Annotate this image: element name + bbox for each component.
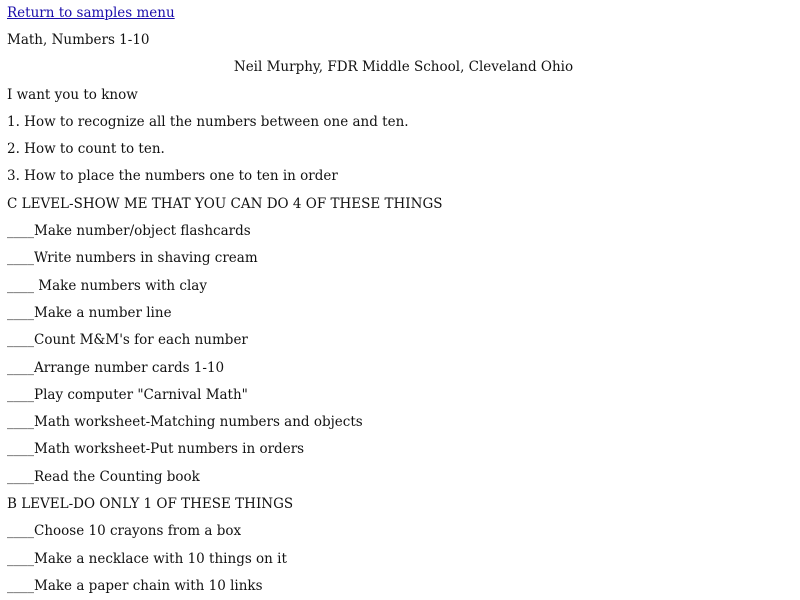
c-level-task: ____Count M&M's for each number — [7, 332, 248, 349]
b-level-heading: B LEVEL-DO ONLY 1 OF THESE THINGS — [7, 496, 294, 513]
b-level-task: ____Make a paper chain with 10 links — [7, 577, 263, 594]
c-level-task: ____Write numbers in shaving cream — [7, 250, 258, 267]
b-level-task: ____Make a necklace with 10 things on it — [7, 550, 287, 567]
objective-item: 3. How to place the numbers one to ten in order — [7, 168, 338, 185]
b-level-task: ____Choose 10 crayons from a box — [7, 523, 242, 540]
objective-item: 1. How to recognize all the numbers between one and ten. — [7, 113, 409, 130]
c-level-task: ____Arrange number cards 1-10 — [7, 359, 225, 376]
c-level-task: ____Math worksheet-Put numbers in orders — [7, 441, 305, 458]
c-level-heading: C LEVEL-SHOW ME THAT YOU CAN DO 4 OF THESE THINGS — [7, 195, 443, 212]
c-level-task: ____Read the Counting book — [7, 468, 200, 485]
c-level-task: ____Math worksheet-Matching numbers and objects — [7, 414, 363, 431]
return-to-samples-link[interactable]: Return to samples menu — [7, 5, 175, 21]
objective-item: 2. How to count to ten. — [7, 141, 165, 158]
c-level-task: ____Make number/object flashcards — [7, 223, 251, 240]
c-level-task: ____Play computer "Carnival Math" — [7, 386, 248, 403]
nav-line — [7, 0, 800, 27]
author-text: Neil Murphy, FDR Middle School, Cleveland Ohio — [233, 59, 574, 76]
subject-title: Math, Numbers 1-10 — [7, 32, 150, 48]
author-line — [7, 54, 800, 81]
c-level-task: ____Make a number line — [7, 304, 172, 321]
intro-text: I want you to know — [7, 86, 138, 103]
c-level-task: ____ Make numbers with clay — [7, 277, 207, 294]
